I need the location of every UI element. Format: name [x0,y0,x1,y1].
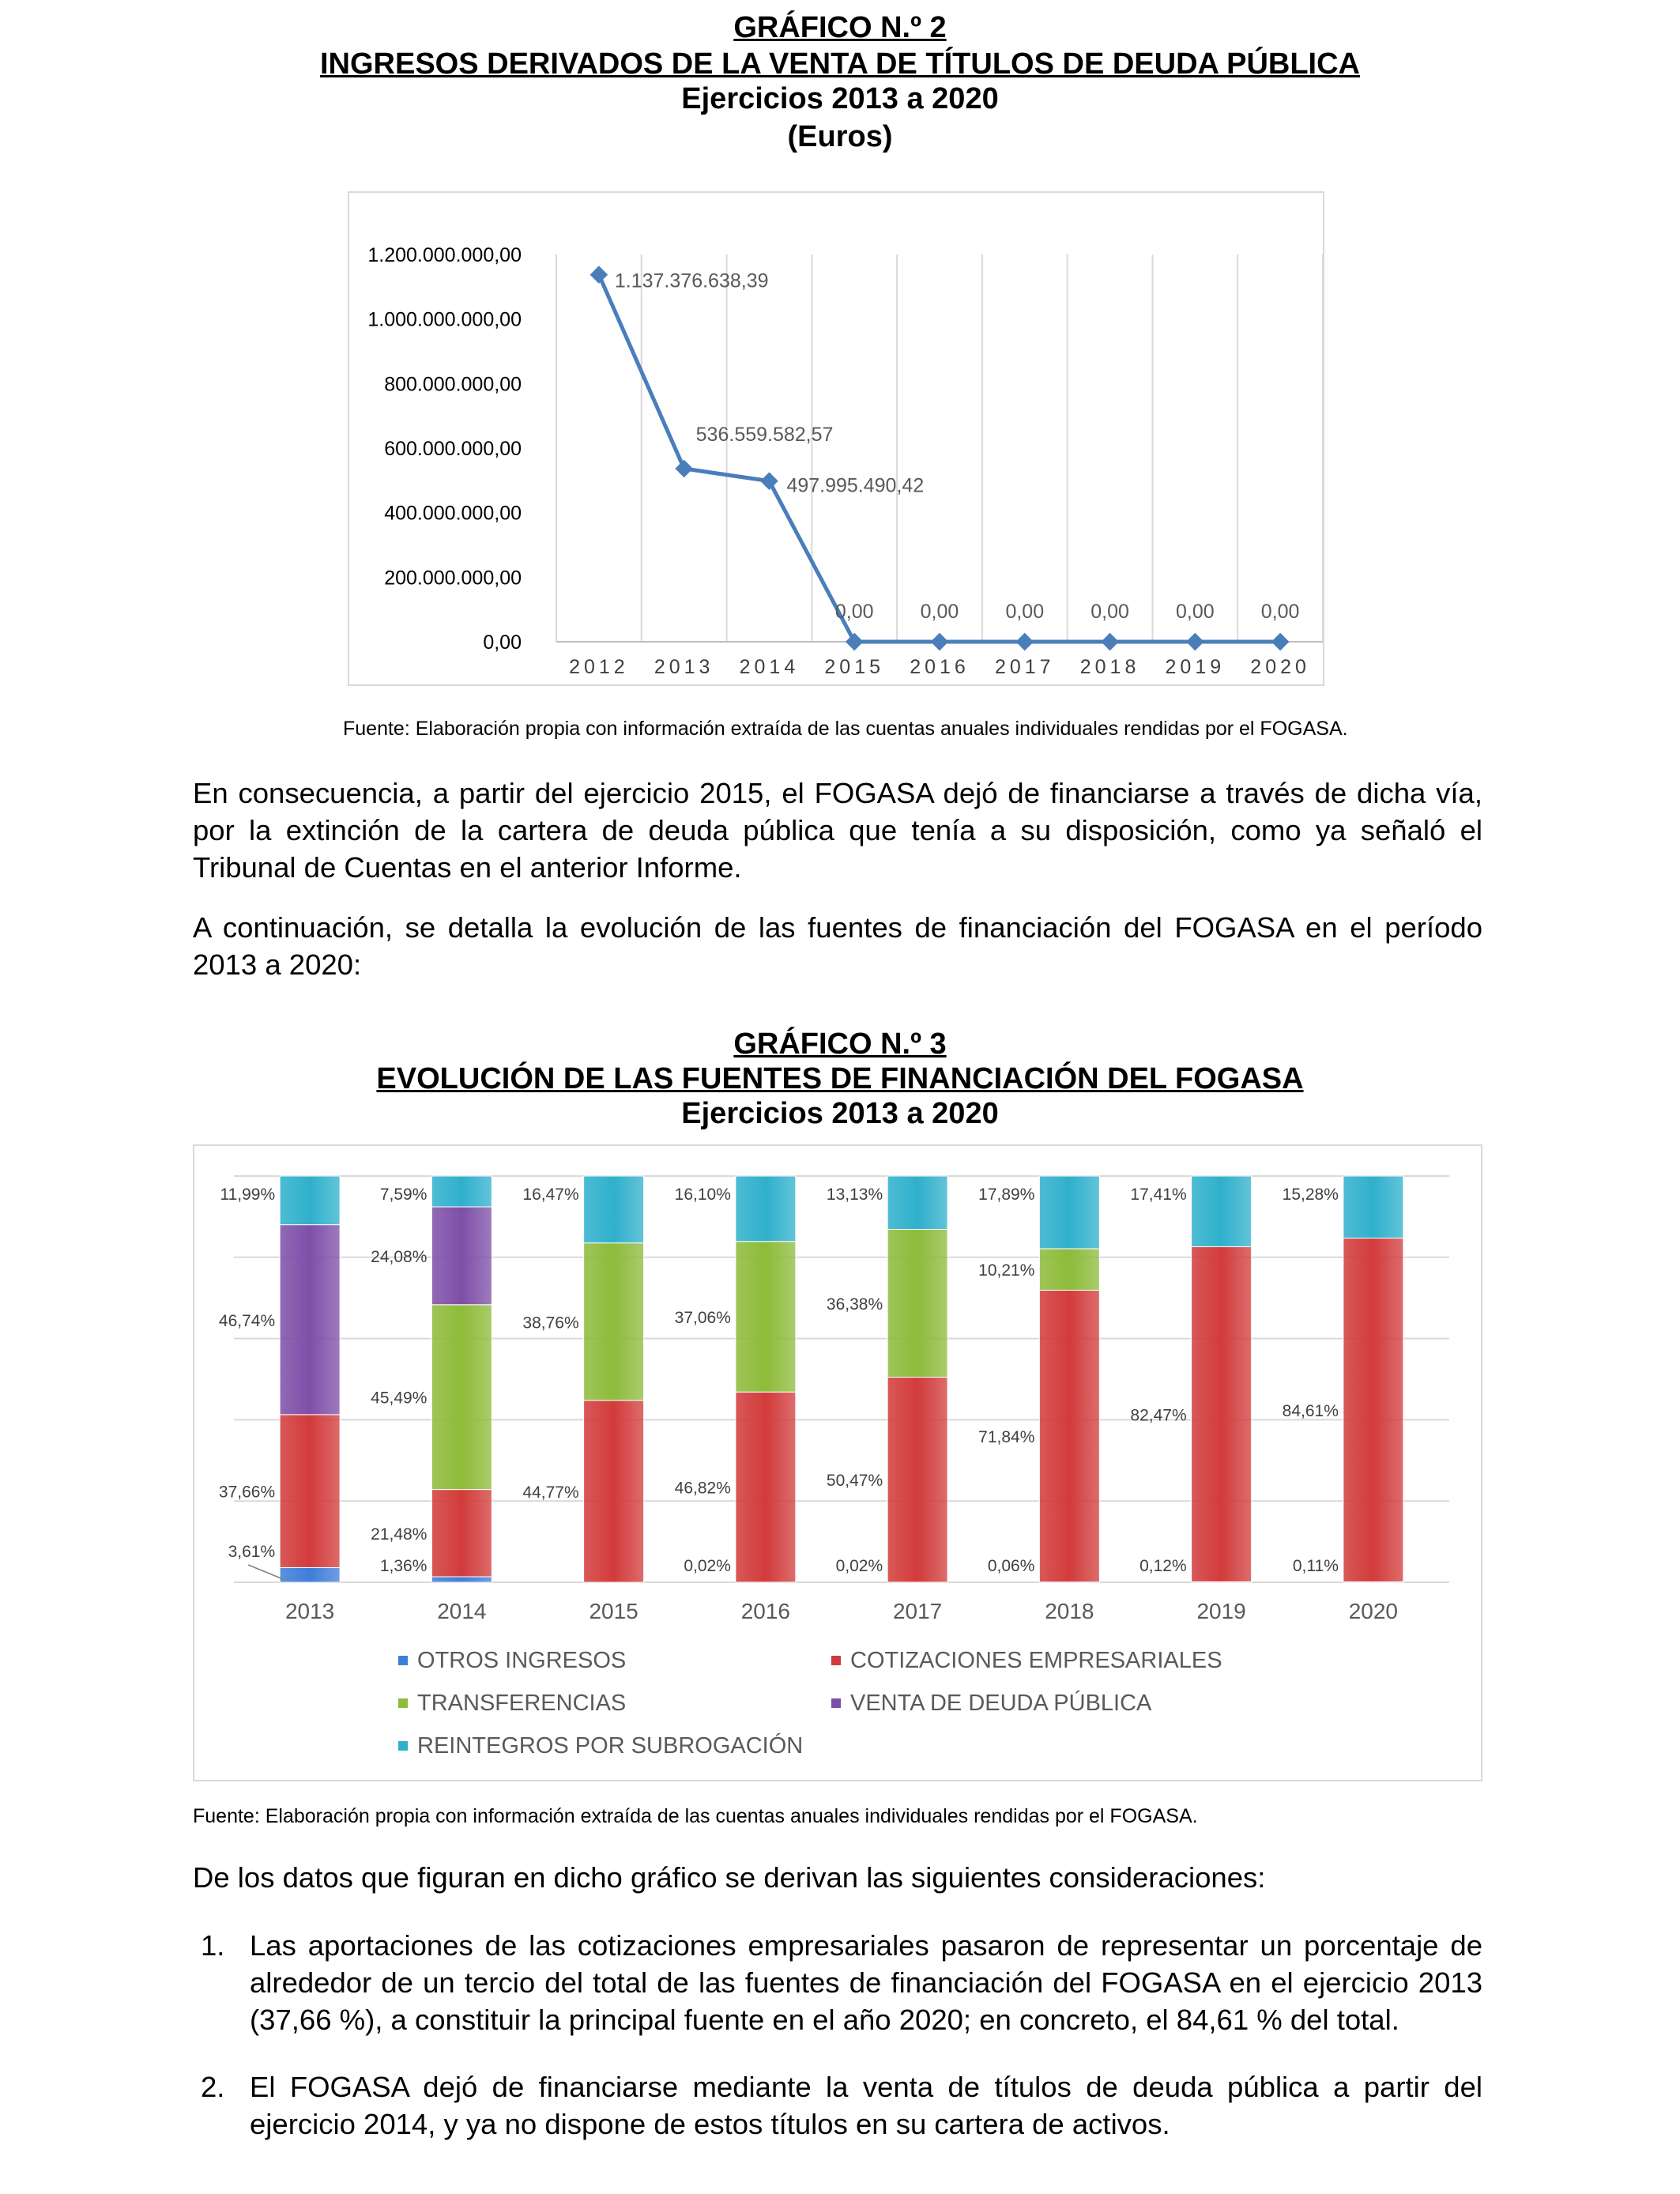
list-item-text: El FOGASA dejó de financiarse mediante la venta de títulos de deuda pública a partir del ejercicio 2014, y ya no dispone de estos títulos en su cartera de activos. [250,2071,1482,2140]
bar-segment [431,1305,492,1490]
data-label: 10,21% [978,1261,1035,1280]
bar-segment [584,1176,644,1243]
bar-segment [1343,1176,1403,1238]
x-tick-label: 2020 [1250,656,1310,678]
data-label: 37,66% [218,1483,276,1502]
data-label: 0,06% [987,1557,1035,1575]
data-point [1271,633,1290,651]
data-label: 16,47% [522,1186,579,1204]
bar-segment [736,1392,796,1582]
list-item [193,1927,1482,2038]
data-point [1186,633,1204,651]
chart3-number-title: GRÁFICO N.º 3 [733,1027,947,1061]
x-tick-label: 2016 [910,656,970,678]
bar-segment [280,1176,340,1225]
data-label: 497.995.490,42 [786,474,925,497]
data-label: 37,06% [674,1308,731,1327]
bar-segment [1039,1176,1099,1249]
legend-swatch [831,1698,841,1708]
y-tick-label: 400.000.000,00 [384,502,522,525]
data-point [1101,633,1119,651]
data-label: 0,00 [920,601,959,623]
list-item-number: 1. [201,1929,225,1962]
stacked-bar-chart-frame [193,1144,1482,1781]
data-label: 0,00 [1005,601,1045,623]
x-tick-label: 2012 [569,656,629,678]
legend-label: OTROS INGRESOS [417,1648,627,1673]
data-line [599,275,1280,642]
data-label: 17,41% [1130,1186,1187,1204]
list-item [193,2068,1482,2143]
x-tick-label: 2017 [994,656,1055,678]
paragraph-intro-chart3: A continuación, se detalla la evolución de las fuentes de financiación del FOGASA en el período 2013 a 2020: [193,911,1482,981]
data-label: 71,84% [978,1428,1035,1447]
data-point [931,633,949,651]
line-chart [349,193,1323,684]
data-point [590,266,608,284]
data-label: 44,77% [522,1483,579,1502]
data-label: 13,13% [826,1186,883,1204]
data-label: 84,61% [1282,1401,1339,1420]
data-label: 0,00 [1175,601,1215,623]
bar-segment [887,1176,947,1229]
data-point [1015,633,1034,651]
bar-segment [1192,1246,1252,1581]
data-label: 0,02% [835,1557,883,1575]
data-label: 7,59% [379,1186,428,1204]
x-tick-label: 2018 [1045,1599,1094,1623]
paragraph-consequence: En consecuencia, a partir del ejercicio 2015, el FOGASA dejó de financiarse a través de dicha vía, por la extinción de la cartera de deuda pública que tenía a su disposición, como ya señaló el Tribunal de Cuentas en el anterior Informe. [193,777,1482,884]
data-label: 24,08% [371,1247,428,1266]
bar-segment [1039,1249,1099,1290]
y-tick-label: 200.000.000,00 [384,567,522,590]
x-tick-label: 2013 [284,1599,335,1623]
data-label: 0,00 [834,601,874,623]
legend-label: COTIZACIONES EMPRESARIALES [850,1648,1222,1673]
bar-segment [887,1377,947,1581]
x-tick-label: 2017 [892,1599,943,1623]
data-label: 46,82% [674,1479,731,1498]
legend-swatch [398,1698,408,1708]
x-tick-label: 2014 [437,1599,487,1623]
bar-segment [280,1415,340,1568]
bar-segment [584,1243,644,1400]
chart2-number-title: GRÁFICO N.º 2 [733,11,947,44]
x-tick-label: 2018 [1079,656,1140,678]
list-item-number: 2. [201,2071,225,2103]
data-label: 17,89% [978,1186,1035,1204]
data-label: 16,10% [674,1186,731,1204]
bar-segment [431,1577,492,1582]
chart2-source: Fuente: Elaboración propia con información extraída de las cuentas anuales individuales rendidas por el FOGASA. [343,718,1348,740]
y-tick-label: 1.000.000.000,00 [367,308,522,331]
chart3-title: EVOLUCIÓN DE LAS FUENTES DE FINANCIACIÓN DEL FOGASA [376,1062,1304,1095]
bar-segment [887,1229,947,1377]
bar-segment [1192,1176,1252,1246]
line-chart-frame [348,191,1324,686]
data-label: 46,74% [218,1311,276,1330]
data-label: 0,00 [1260,601,1300,623]
chart2-units: (Euros) [787,120,893,153]
legend-label: REINTEGROS POR SUBROGACIÓN [417,1733,804,1759]
bar-segment [431,1176,492,1207]
stacked-bar-chart [194,1146,1481,1780]
data-point [675,460,693,478]
y-tick-label: 0,00 [483,631,522,654]
data-label: 0,02% [684,1557,731,1575]
bar-segment [280,1567,340,1582]
chart2-title: INGRESOS DERIVADOS DE LA VENTA DE TÍTULOS DE DEUDA PÚBLICA [319,47,1360,81]
data-label: 21,48% [371,1525,428,1544]
y-tick-label: 1.200.000.000,00 [367,244,522,266]
data-point [760,472,778,490]
chart3-source: Fuente: Elaboración propia con información extraída de las cuentas anuales individuales rendidas por el FOGASA. [193,1805,1198,1827]
bar-segment [584,1400,644,1582]
data-label: 1,36% [379,1557,428,1575]
x-tick-label: 2016 [740,1599,791,1623]
bar-segment [431,1207,492,1305]
bar-segment [280,1225,340,1415]
legend-label: TRANSFERENCIAS [417,1691,627,1716]
data-label: 0,12% [1139,1557,1187,1575]
bar-segment [431,1490,492,1577]
data-label: 1.137.376.638,39 [614,270,769,292]
x-tick-label: 2019 [1165,656,1226,678]
x-tick-label: 2020 [1348,1599,1399,1623]
list-item-text: Las aportaciones de las cotizaciones empresariales pasaron de representar un porcentaje de alrededor de un tercio del total de las fuentes de financiación del FOGASA en el ejercicio 2013 (37,66 %), a constituir la principal fuente en el año 2020; en concreto, el 84,61 % del total. [250,1929,1482,2036]
data-label: 15,28% [1282,1186,1339,1204]
considerations-list [193,1927,1482,2143]
legend-swatch [398,1656,408,1665]
data-label: 11,99% [220,1186,276,1204]
bar-segment [1343,1238,1403,1582]
x-tick-label: 2015 [824,656,885,678]
data-point [846,633,864,651]
legend-label: VENTA DE DEUDA PÚBLICA [850,1691,1152,1716]
x-tick-label: 2019 [1196,1599,1246,1623]
x-tick-label: 2013 [654,656,714,678]
legend-swatch [398,1741,408,1751]
y-tick-label: 600.000.000,00 [384,438,522,460]
data-label: 3,61% [228,1543,276,1561]
chart2-subtitle: Ejercicios 2013 a 2020 [681,82,999,115]
bar-segment [736,1242,796,1392]
data-label: 0,00 [1090,601,1129,623]
bar-segment [1039,1290,1099,1581]
chart3-subtitle: Ejercicios 2013 a 2020 [681,1097,999,1130]
paragraph-considerations: De los datos que figuran en dicho gráfico se derivan las siguientes consideraciones: [193,1861,1266,1894]
data-label: 45,49% [371,1389,428,1408]
y-tick-label: 800.000.000,00 [384,373,522,396]
data-label: 0,11% [1292,1557,1339,1575]
data-label: 82,47% [1130,1406,1187,1425]
leader-line [248,1565,283,1579]
x-tick-label: 2014 [739,656,800,678]
data-label: 50,47% [826,1472,883,1491]
data-label: 38,76% [522,1314,579,1333]
x-tick-label: 2015 [589,1599,638,1623]
data-label: 36,38% [826,1295,883,1314]
legend-swatch [831,1656,841,1665]
data-label: 536.559.582,57 [695,423,834,446]
bar-segment [736,1176,796,1242]
